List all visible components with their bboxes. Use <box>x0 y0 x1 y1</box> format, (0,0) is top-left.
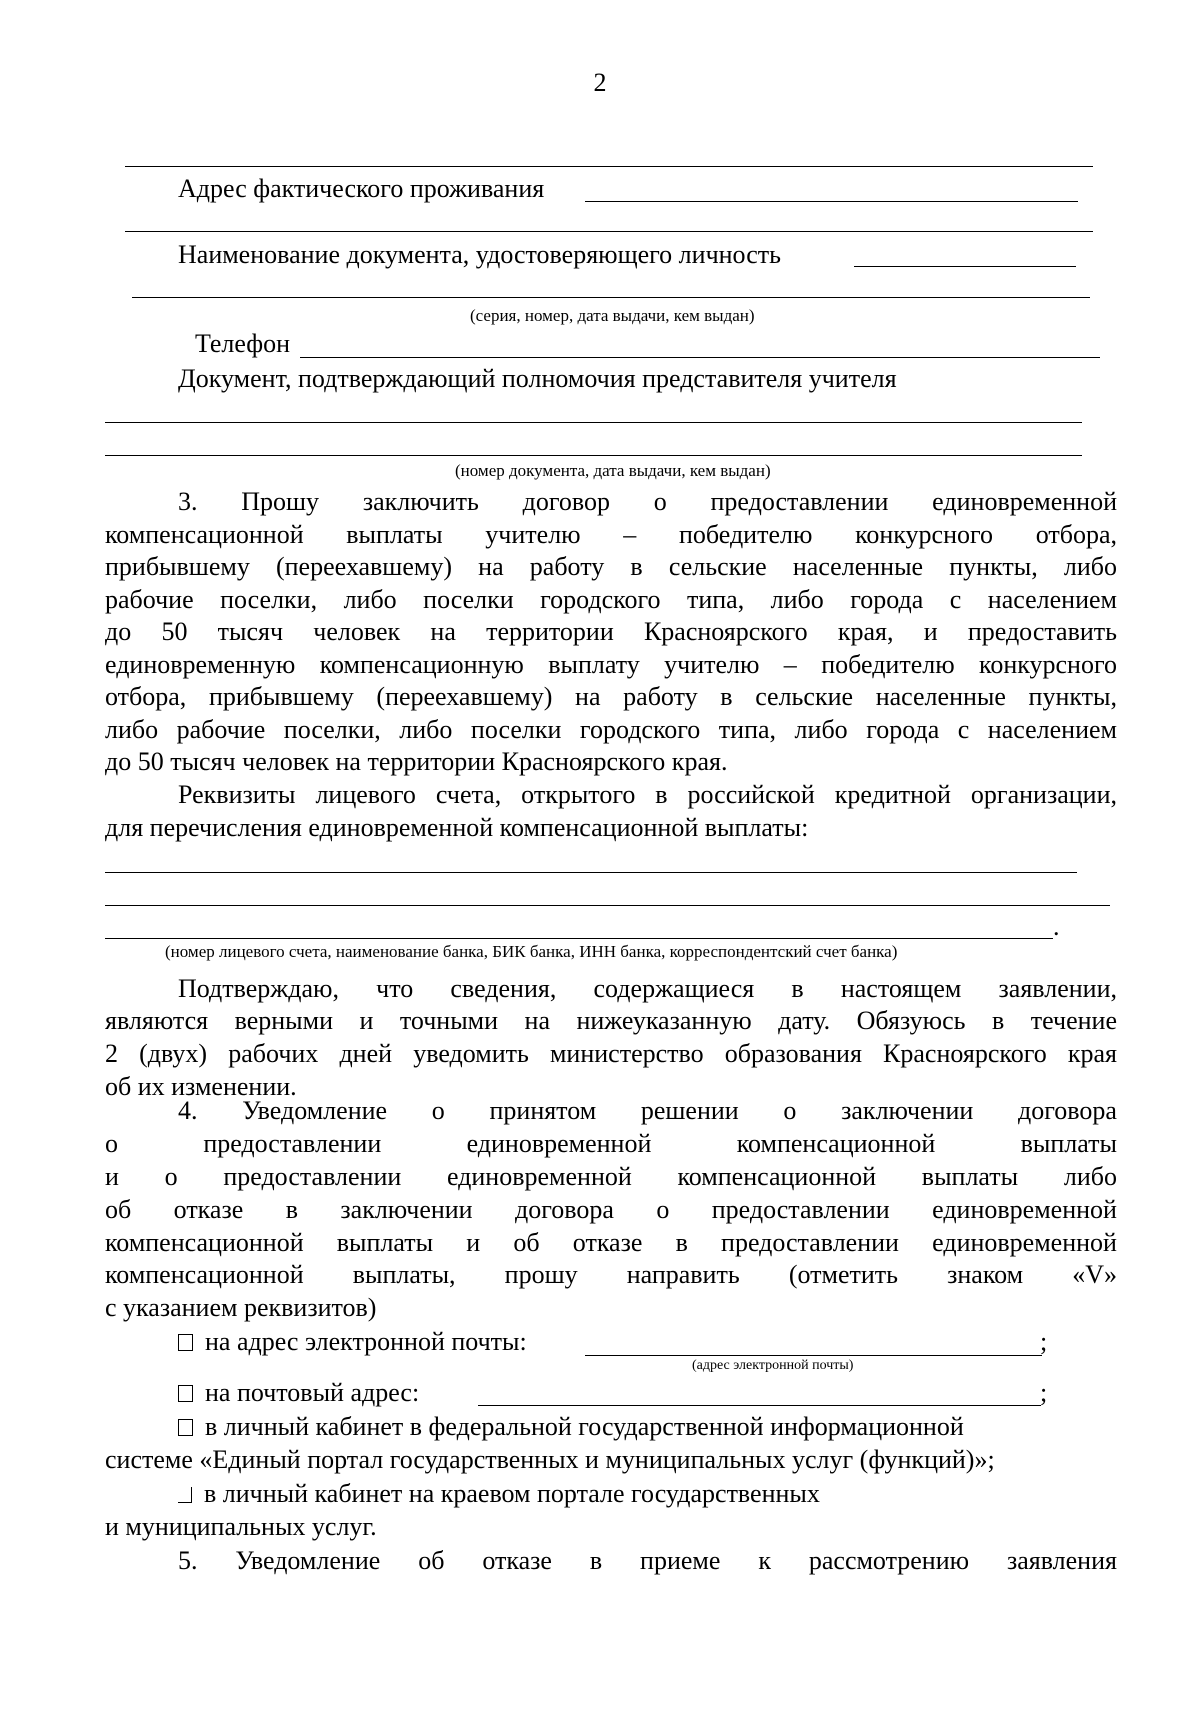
word: прошу <box>504 1260 578 1289</box>
confirm-line: являются верными и точными на нижеуказанную дату. Обязуюсь в течение <box>105 1006 1117 1035</box>
section-3-line: 3. Прошу заключить договор о предоставлении единовременной <box>178 487 1117 516</box>
option-email[interactable] <box>178 1325 527 1358</box>
bank-caption: (номер лицевого счета, наименование банка, БИК банка, ИНН банка, корреспондентский счет банка) <box>165 942 898 961</box>
section-3-line: рабочие поселки, либо поселки городского типа, либо города с населением <box>105 585 1117 614</box>
word: о <box>783 1096 797 1125</box>
word: компенсационной <box>105 1260 304 1289</box>
word: рассмотрению <box>808 1546 970 1575</box>
blank-line <box>125 231 1093 232</box>
word: 4. <box>178 1096 198 1125</box>
section-5-line <box>178 1544 1117 1577</box>
checkbox-epgu[interactable] <box>178 1419 193 1436</box>
checkbox-post[interactable] <box>178 1385 193 1402</box>
word: единовременной <box>466 1129 652 1158</box>
section-4-line <box>105 1160 1117 1193</box>
page-number: 2 <box>593 68 607 97</box>
bank-end-mark: . <box>1053 912 1060 941</box>
word: Уведомление <box>235 1546 381 1575</box>
word: компенсационной <box>105 1228 304 1257</box>
blank-line <box>125 166 1093 167</box>
option-post-label: на почтовый адрес: <box>205 1378 420 1407</box>
section-3-line: прибывшему (переехавшему) на работу в сельские населенные пункты, либо <box>105 552 1117 581</box>
word: предоставлении <box>223 1162 402 1191</box>
bank-intro-line: Реквизиты лицевого счета, открытого в российской кредитной организации, <box>178 780 1117 809</box>
section-4-line <box>105 1258 1117 1291</box>
word: единовременной <box>932 1228 1117 1257</box>
checkbox-regional[interactable] <box>178 1487 192 1503</box>
word: «V» <box>1072 1260 1117 1289</box>
word: отказе <box>572 1228 643 1257</box>
address-label: Адрес фактического проживания <box>178 174 545 203</box>
confirm-line: 2 (двух) рабочих дней уведомить министерство образования Красноярского края <box>105 1039 1117 1068</box>
word: об <box>105 1195 132 1224</box>
section-3-line: компенсационной выплаты учителю – победителю конкурсного отбора, <box>105 520 1117 549</box>
section-4-last-line: с указанием реквизитов) <box>105 1293 377 1322</box>
word: заключении <box>340 1195 473 1224</box>
word: предоставлении <box>721 1228 899 1257</box>
option-epgu[interactable] <box>178 1410 964 1443</box>
option-regional-label: в личный кабинет на краевом портале государственных <box>204 1479 820 1508</box>
word: об <box>418 1546 445 1575</box>
word: в <box>675 1228 688 1257</box>
id-doc-caption: (серия, номер, дата выдачи, кем выдан) <box>470 306 755 325</box>
option-epgu-label: в личный кабинет в федеральной государственной информационной <box>205 1412 964 1441</box>
id-doc-field[interactable] <box>854 266 1076 267</box>
word: приеме <box>640 1546 721 1575</box>
word: договора <box>515 1195 614 1224</box>
confirm-line: об их изменении. <box>105 1072 297 1101</box>
bank-details-field-2[interactable] <box>105 905 1110 906</box>
word: о <box>105 1129 118 1158</box>
word: принятом <box>489 1096 597 1125</box>
section-4-line <box>105 1226 1117 1259</box>
option-email-label: на адрес электронной почты: <box>205 1327 527 1356</box>
word: единовременной <box>446 1162 632 1191</box>
word: (отметить <box>788 1260 898 1289</box>
word: единовременной <box>932 1195 1117 1224</box>
word: о <box>164 1162 178 1191</box>
address-field[interactable] <box>585 201 1078 202</box>
word: знаком <box>947 1260 1024 1289</box>
section-4-line <box>105 1193 1117 1226</box>
word: выплаты <box>1020 1129 1117 1158</box>
bank-details-field[interactable] <box>105 872 1077 873</box>
word: и <box>466 1228 481 1257</box>
word: компенсационной <box>736 1129 936 1158</box>
word: предоставлении <box>203 1129 382 1158</box>
word: решении <box>640 1096 739 1125</box>
section-3-line: либо рабочие поселки, либо поселки городского типа, либо города с населением <box>105 715 1117 744</box>
section-3-line: единовременную компенсационную выплату учителю – победителю конкурсного <box>105 650 1117 679</box>
word: в <box>285 1195 298 1224</box>
word: направить <box>626 1260 740 1289</box>
bank-intro-line: для перечисления единовременной компенсационной выплаты: <box>105 813 809 842</box>
word: о <box>656 1195 670 1224</box>
rep-doc-caption: (номер документа, дата выдачи, кем выдан) <box>455 461 771 480</box>
word: и <box>105 1162 119 1191</box>
email-end: ; <box>1040 1327 1048 1356</box>
section-3-line: до 50 тысяч человек на территории Красноярского края. <box>105 747 728 776</box>
section-4-line <box>105 1127 1117 1160</box>
option-regional[interactable] <box>178 1477 820 1510</box>
word: заключении <box>841 1096 974 1125</box>
email-field[interactable] <box>585 1355 1042 1356</box>
confirm-line: Подтверждаю, что сведения, содержащиеся в настоящем заявлении, <box>178 974 1117 1003</box>
word: договора <box>1018 1096 1117 1125</box>
checkbox-email[interactable] <box>178 1334 193 1351</box>
word: Уведомление <box>242 1096 388 1125</box>
option-epgu-line2: системе «Единый портал государственных и муниципальных услуг (функций)»; <box>105 1445 995 1474</box>
word: заявления <box>1006 1546 1117 1575</box>
section-3-line: до 50 тысяч человек на территории Красноярского края, и предоставить <box>105 617 1117 646</box>
post-end: ; <box>1040 1378 1048 1407</box>
word: компенсационной <box>677 1162 877 1191</box>
word: либо <box>1063 1162 1117 1191</box>
post-field[interactable] <box>478 1405 1041 1406</box>
option-regional-line2: и муниципальных услуг. <box>105 1512 377 1541</box>
word: о <box>431 1096 445 1125</box>
word: отказе <box>173 1195 244 1224</box>
phone-label: Телефон <box>195 329 291 358</box>
word: 5. <box>178 1546 198 1575</box>
word: отказе <box>482 1546 552 1575</box>
bank-details-field-3[interactable] <box>105 938 1053 939</box>
email-caption: (адрес электронной почты) <box>692 1358 854 1373</box>
id-doc-details-field[interactable] <box>132 297 1090 298</box>
section-3-line: отбора, прибывшему (переехавшему) на работу в сельские населенные пункты, <box>105 682 1117 711</box>
phone-field[interactable] <box>300 357 1100 358</box>
word: в <box>589 1546 603 1575</box>
word: выплаты, <box>352 1260 456 1289</box>
word: к <box>758 1546 771 1575</box>
word: выплаты <box>921 1162 1019 1191</box>
word: об <box>513 1228 540 1257</box>
word: выплаты <box>336 1228 434 1257</box>
word: предоставлении <box>711 1195 890 1224</box>
rep-doc-label: Документ, подтверждающий полномочия представителя учителя <box>178 364 897 393</box>
section-4-line <box>178 1094 1117 1127</box>
rep-doc-field[interactable] <box>105 422 1082 423</box>
option-post[interactable] <box>178 1376 419 1409</box>
id-doc-label: Наименование документа, удостоверяющего личность <box>178 240 781 269</box>
rep-doc-field-2[interactable] <box>105 455 1082 456</box>
